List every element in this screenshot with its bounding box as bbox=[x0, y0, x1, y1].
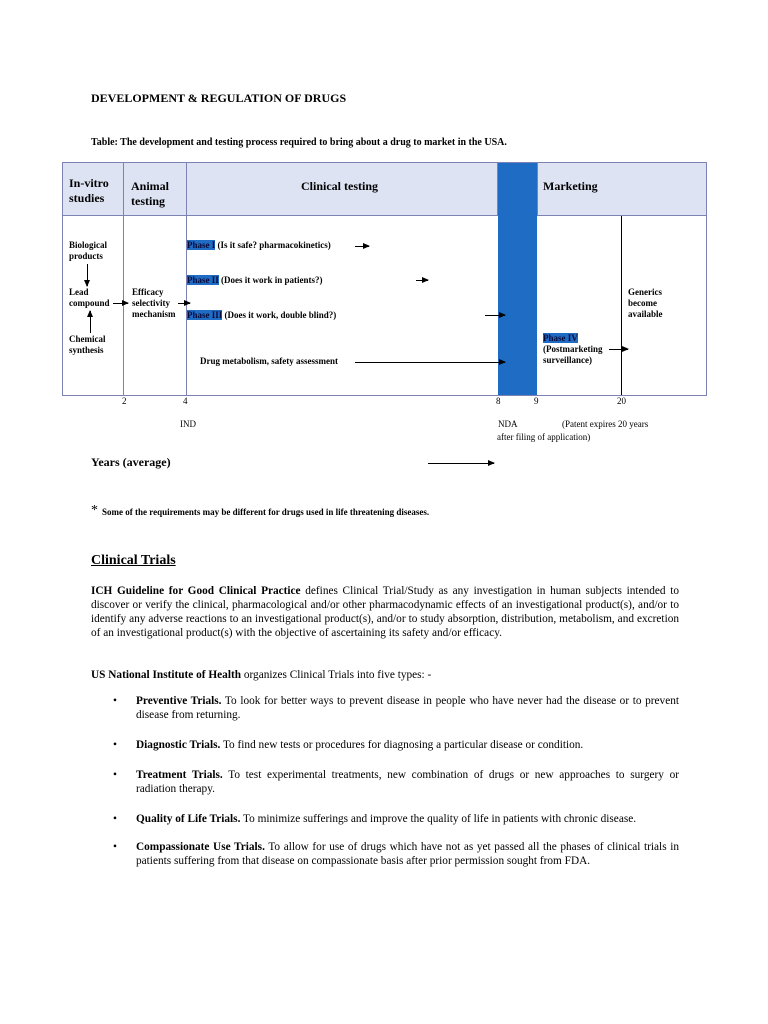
generics-available: Generics become available bbox=[628, 287, 663, 319]
column-divider bbox=[123, 163, 124, 395]
phase-1: Phase I (Is it safe? pharmacokinetics) bbox=[187, 240, 331, 250]
arrow-right bbox=[355, 362, 505, 363]
tick-label: 4 bbox=[183, 396, 188, 406]
list-item: • Quality of Life Trials. To minimize sufferings and improve the quality of life in patients with chronic disease. bbox=[113, 813, 637, 825]
arrow-right bbox=[416, 280, 428, 281]
ind-label: IND bbox=[180, 419, 196, 429]
list-item: • Diagnostic Trials. To find new tests or procedures for diagnosing a particular disease or condition. bbox=[113, 739, 584, 751]
phase-4: Phase IV (Postmarketing surveillance) bbox=[543, 333, 603, 365]
list-item: • Treatment Trials. To test experimental treatments, new combination of drugs or new approaches to surgery or radiation therapy. bbox=[113, 769, 679, 795]
biological-products: Biological products bbox=[69, 240, 107, 261]
header-animal: Animal testing bbox=[131, 179, 170, 208]
arrow-right bbox=[355, 246, 369, 247]
tick-label: 2 bbox=[122, 396, 127, 406]
nih-paragraph: US National Institute of Health organizes Clinical Trials into five types: - bbox=[91, 669, 432, 681]
patent-note-line1: (Patent expires 20 years bbox=[562, 419, 649, 429]
animal-testing-items: Efficacy selectivity mechanism bbox=[132, 287, 176, 319]
years-arrow bbox=[428, 463, 494, 464]
page-title: DEVELOPMENT & REGULATION OF DRUGS bbox=[91, 91, 347, 105]
list-item: • Preventive Trials. To look for better ways to prevent disease in people who have never had the disease or to prevent disease from returning. bbox=[113, 695, 679, 721]
bullet-icon: • bbox=[113, 841, 117, 853]
phase-3: Phase III (Does it work, double blind?) bbox=[187, 310, 337, 320]
section-heading: Clinical Trials bbox=[91, 553, 176, 568]
tick-label: 20 bbox=[617, 396, 626, 406]
bullet-icon: • bbox=[113, 813, 117, 825]
arrow-right bbox=[113, 303, 128, 304]
header-invitro: In-vitro studies bbox=[69, 176, 109, 205]
arrow-up bbox=[90, 311, 91, 333]
drug-metabolism: Drug metabolism, safety assessment bbox=[200, 356, 338, 366]
list-item: • Compassionate Use Trials. To allow for use of drugs which have not as yet passed all the phases of clinical trials in patients suffering from that disease on compassionate basis after prior permission sought from FDA. bbox=[113, 841, 680, 867]
bullet-icon: • bbox=[113, 695, 117, 707]
arrow-down bbox=[87, 264, 88, 286]
table-caption: Table: The development and testing process required to bring about a drug to market in the USA. bbox=[91, 137, 507, 148]
ich-paragraph: ICH Guideline for Good Clinical Practice defines Clinical Trial/Study as any investigation in human subjects intended to discover or verify the clinical, pharmacological and/or other pharmacodynamic effects of an investigational product(s), and/or to identify any adverse reactions to an investigational product(s), and/or to study absorption, distribution, metabolism, and excretion of an investigational product(s) with the objective of ascertaining its safety and/or efficacy. bbox=[91, 585, 679, 639]
chemical-synthesis: Chemical synthesis bbox=[69, 334, 106, 355]
generics-divider bbox=[621, 216, 622, 395]
years-label: Years (average) bbox=[91, 455, 171, 469]
header-clinical: Clinical testing bbox=[301, 179, 378, 193]
footnote-star: * bbox=[91, 503, 98, 518]
patent-note-line2: after filing of application) bbox=[497, 432, 591, 442]
bullet-icon: • bbox=[113, 739, 117, 751]
nda-label: NDA bbox=[498, 419, 518, 429]
column-divider bbox=[537, 163, 538, 216]
bullet-icon: • bbox=[113, 769, 117, 781]
footnote: Some of the requirements may be different for drugs used in life threatening diseases. bbox=[102, 507, 430, 517]
trial-types-list bbox=[91, 694, 679, 868]
column-divider bbox=[497, 163, 498, 216]
phase-2: Phase II (Does it work in patients?) bbox=[187, 275, 323, 285]
drug-development-diagram bbox=[62, 162, 707, 396]
header-marketing: Marketing bbox=[543, 179, 598, 193]
lead-compound: Lead compound bbox=[69, 287, 110, 308]
arrow-right bbox=[485, 315, 505, 316]
arrow-right bbox=[178, 303, 190, 304]
tick-label: 9 bbox=[534, 396, 539, 406]
tick-label: 8 bbox=[496, 396, 501, 406]
arrow-right bbox=[609, 349, 628, 350]
